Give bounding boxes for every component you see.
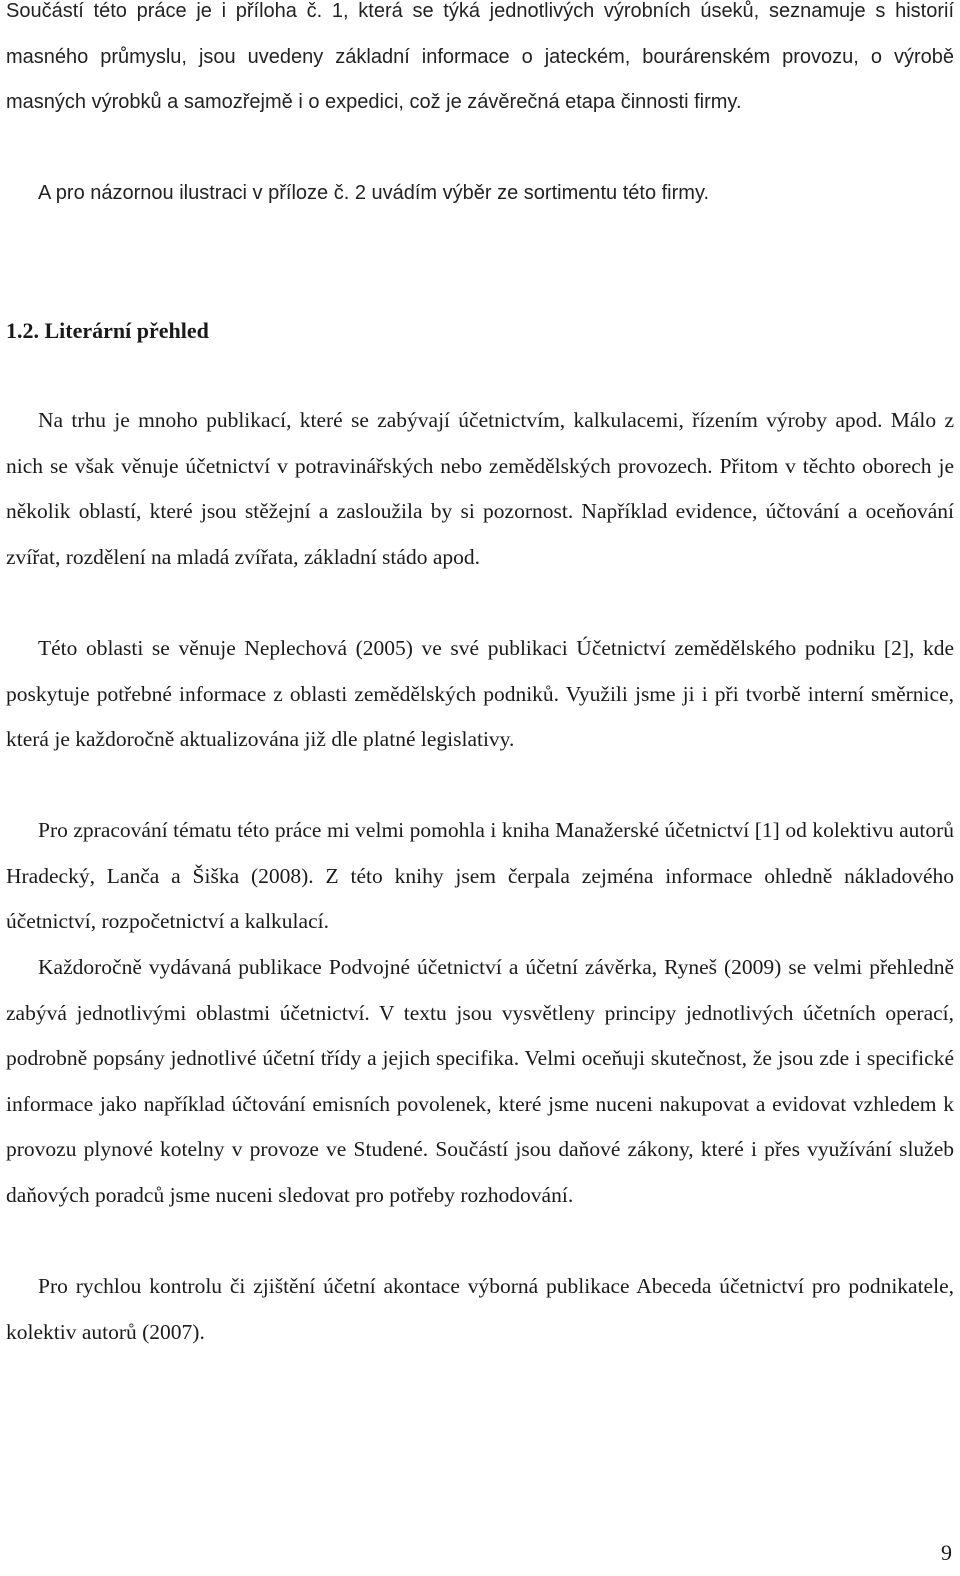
paragraph-neplechova: Této oblasti se věnuje Neplechová (2005) ve své publikaci Účetnictví zemědělského podniku [2], kde poskytuje potřebné informace z oblasti zemědělských podniků. Využili jsme ji i při tvorbě interní směrnice, která je každoročně aktualizována již dle platné legislativy. [6, 636, 954, 751]
page-number: 9 [941, 1540, 952, 1565]
paragraph-publications-intro: Na trhu je mnoho publikací, které se zabývají účetnictvím, kalkulacemi, řízením výroby apod. Málo z nich se však věnuje účetnictví v potravinářských nebo zemědělských provozech. Přitom v těchto oborech je několik oblastí, které jsou stěžejní a zasloužila by si pozornost. Například evidence, účtování a oceňování zvířat, rozdělení na mladá zvířata, základní stádo apod. [6, 408, 954, 569]
paragraph-hradecky: Pro zpracování tématu této práce mi velmi pomohla i kniha Manažerské účetnictví [1] od kolektivu autorů Hradecký, Lanča a Šiška (2008). Z této knihy jsem čerpala zejména informace ohledně nákladového účetnictví, rozpočetnictví a kalkulací. [6, 818, 954, 933]
paragraph-abeceda: Pro rychlou kontrolu či zjištění účetní akontace výborná publikace Abeceda účetnictví pro podnikatele, kolektiv autorů (2007). [6, 1274, 954, 1344]
paragraph-rynes: Každoročně vydávaná publikace Podvojné účetnictví a účetní závěrka, Ryneš (2009) se velmi přehledně zabývá jednotlivými oblastmi účetnictví. V textu jsou vysvětleny principy jednotlivých účetních operací, podrobně popsány jednotlivé účetní třídy a jejich specifika. Velmi oceňuji skutečnost, že jsou zde i specifické informace jako například účtování emisních povolenek, které jsme nuceni nakupovat a evidovat vzhledem k provozu plynové kotelny v provoze ve Studené. Součástí jsou daňové zákony, které i přes využívání služeb daňových poradců jsme nuceni sledovat pro potřeby rozhodování. [6, 955, 954, 1207]
section-heading: 1.2. Literární přehled [6, 318, 209, 343]
paragraph-attachment-2: A pro názornou ilustraci v příloze č. 2 uvádím výběr ze sortimentu této firmy. [38, 182, 710, 204]
paragraph-attachment-1: Součástí této práce je i příloha č. 1, která se týká jednotlivých výrobních úseků, seznamuje s historií masného průmyslu, jsou uvedeny základní informace o jateckém, bourárenském provozu, o výrobě masných výrobků a samozřejmě i o expedici, což je závěrečná etapa činnosti firmy. [6, 0, 954, 113]
